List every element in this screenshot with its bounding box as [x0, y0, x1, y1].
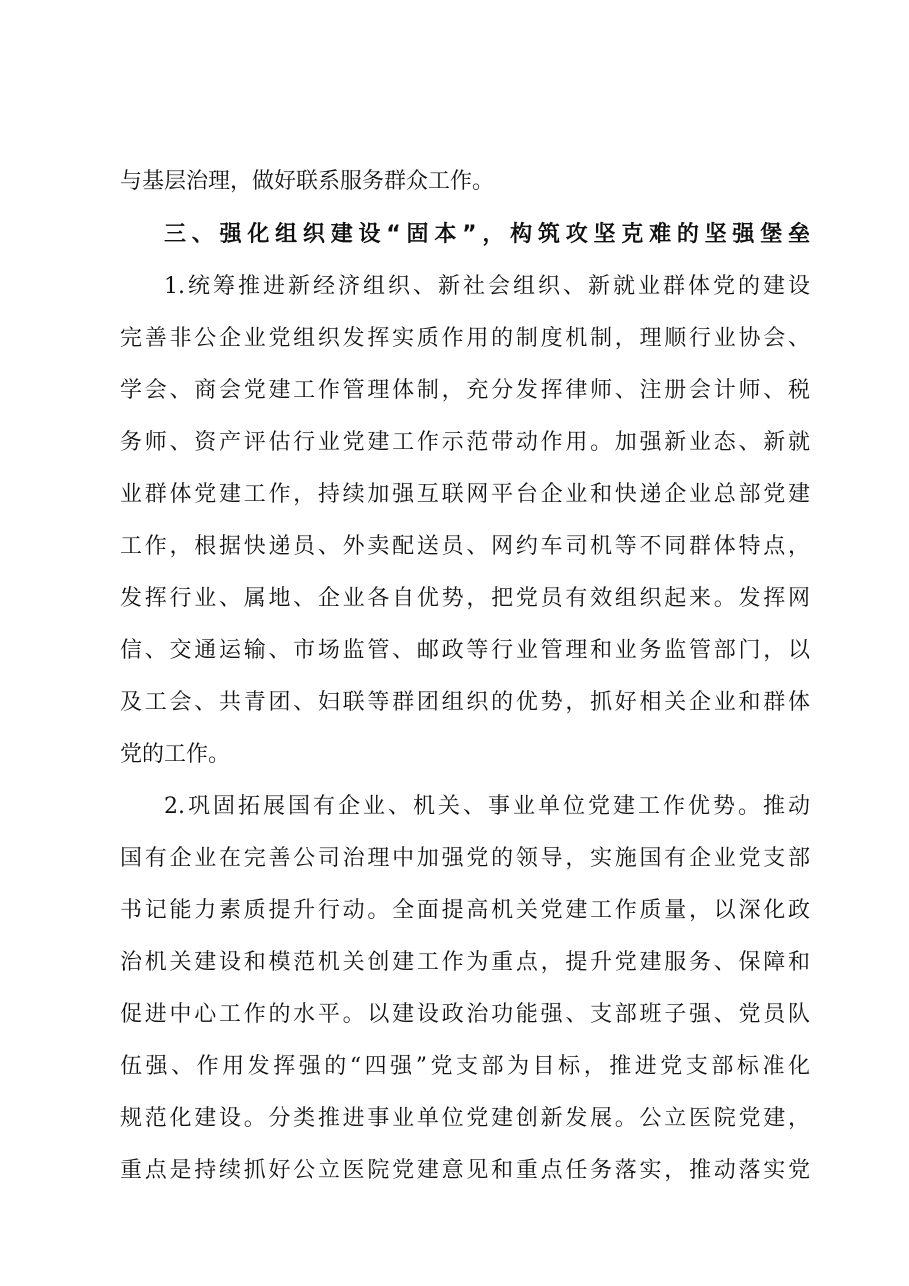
paragraph-1-line-7: 发挥行业、属地、企业各自优势，把党员有效组织起来。发挥网	[120, 586, 810, 611]
paragraph-1-line-10: 党的工作。	[120, 742, 231, 767]
paragraph-1-line-5: 业群体党建工作，持续加强互联网平台企业和快递企业总部党建	[120, 482, 810, 507]
paragraph-2-line-6: 伍强、作用发挥强的“四强”党支部为目标，推进党支部标准化	[120, 1054, 810, 1079]
paragraph-2-line-2: 国有企业在完善公司治理中加强党的领导，实施国有企业党支部	[120, 846, 810, 871]
paragraph-1-line-4: 务师、资产评估行业党建工作示范带动作用。加强新业态、新就	[120, 430, 810, 455]
paragraph-2-line-7: 规范化建设。分类推进事业单位党建创新发展。公立医院党建，	[120, 1106, 810, 1131]
paragraph-1-line-3: 学会、商会党建工作管理体制，充分发挥律师、注册会计师、税	[120, 378, 810, 403]
paragraph-2-line-5: 促进中心工作的水平。以建设政治功能强、支部班子强、党员队	[120, 1002, 810, 1027]
paragraph-2-line-1: 2.巩固拓展国有企业、机关、事业单位党建工作优势。推动	[164, 794, 810, 819]
paragraph-1-line-9: 及工会、共青团、妇联等群团组织的优势，抓好相关企业和群体	[120, 690, 810, 715]
paragraph-1-line-2: 完善非公企业党组织发挥实质作用的制度机制，理顺行业协会、	[120, 326, 810, 351]
paragraph-2-line-3: 书记能力素质提升行动。全面提高机关党建工作质量，以深化政	[120, 898, 810, 923]
paragraph-2-line-8: 重点是持续抓好公立医院党建意见和重点任务落实，推动落实党	[120, 1158, 810, 1183]
text-line-1: 与基层治理，做好联系服务群众工作。	[120, 169, 495, 194]
paragraph-1-line-1: 1.统筹推进新经济组织、新社会组织、新就业群体党的建设	[164, 274, 810, 299]
paragraph-1-line-6: 工作，根据快递员、外卖配送员、网约车司机等不同群体特点，	[120, 534, 810, 559]
paragraph-2-line-4: 治机关建设和模范机关创建工作为重点，提升党建服务、保障和	[120, 950, 810, 975]
section-heading: 三、强化组织建设“固本”，构筑攻坚克难的坚强堡垒	[164, 222, 810, 247]
paragraph-1-line-8: 信、交通运输、市场监管、邮政等行业管理和业务监管部门，以	[120, 638, 810, 663]
